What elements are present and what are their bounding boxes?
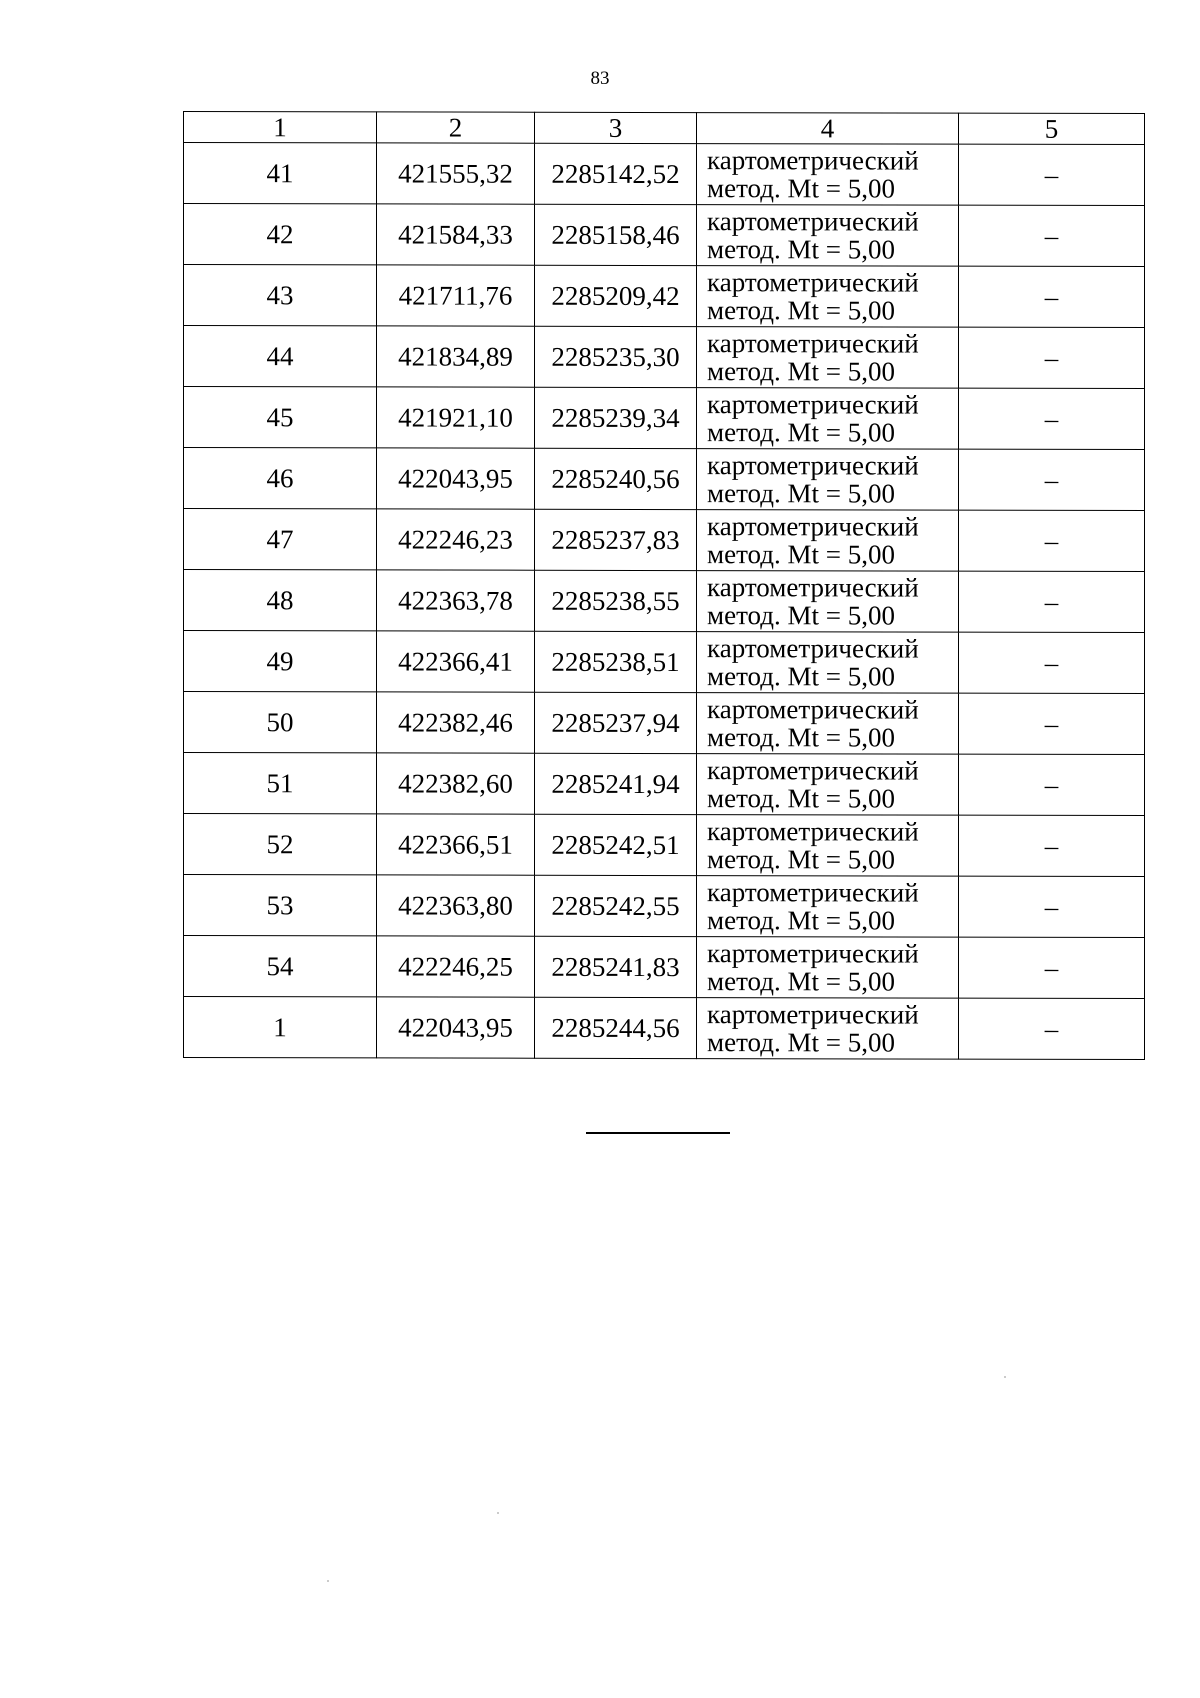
method-cell [697,388,959,450]
method-accuracy-text: метод. Mt = 5,00 [707,844,895,875]
y-coordinate-cell: 2285244,56 [535,997,697,1058]
point-number-cell: 52 [184,814,377,875]
y-coordinate-cell: 2285238,55 [535,570,697,631]
method-cell [697,693,959,755]
note-cell: – [959,632,1145,693]
method-name-text: картометрический [707,389,919,420]
end-separator-line [586,1132,730,1134]
header-cell-5: 5 [959,113,1145,144]
scan-speck [1004,1376,1006,1378]
point-number-cell: 41 [184,143,377,204]
y-coordinate-cell: 2285158,46 [535,204,697,265]
note-cell: – [959,510,1145,571]
method-cell [697,937,959,999]
method-cell [697,815,959,877]
x-coordinate-cell: 421711,76 [377,265,535,326]
y-coordinate-cell: 2285237,94 [535,692,697,753]
header-cell-3: 3 [535,112,697,143]
table-row [184,997,1145,1060]
coordinates-table-container [183,111,1144,1060]
point-number-cell: 43 [184,265,377,326]
x-coordinate-cell: 422366,51 [377,814,535,875]
method-accuracy-text: метод. Mt = 5,00 [707,478,895,509]
method-cell [697,998,959,1060]
page-number: 83 [590,68,610,89]
method-name-text: картометрический [707,145,919,176]
x-coordinate-cell: 422363,78 [377,570,535,631]
table-row [184,570,1145,633]
method-accuracy-text: метод. Mt = 5,00 [707,173,895,204]
table-row [184,875,1145,938]
note-cell: – [959,693,1145,754]
method-name-text: картометрический [707,267,919,298]
method-name-text: картометрический [707,511,919,542]
method-accuracy-text: метод. Mt = 5,00 [707,783,895,814]
table-row [184,509,1145,572]
x-coordinate-cell: 422043,95 [377,997,535,1058]
note-cell: – [959,205,1145,266]
x-coordinate-cell: 422382,60 [377,753,535,814]
x-coordinate-cell: 421834,89 [377,326,535,387]
y-coordinate-cell: 2285240,56 [535,448,697,509]
table-row [184,387,1145,450]
note-cell: – [959,937,1145,998]
scan-speck [327,1580,329,1582]
note-cell: – [959,876,1145,937]
method-name-text: картометрический [707,877,919,908]
method-accuracy-text: метод. Mt = 5,00 [707,356,895,387]
point-number-cell: 51 [184,753,377,814]
method-name-text: картометрический [707,694,919,725]
table-row [184,204,1145,267]
note-cell: – [959,266,1145,327]
y-coordinate-cell: 2285242,55 [535,875,697,936]
note-cell: – [959,815,1145,876]
y-coordinate-cell: 2285239,34 [535,387,697,448]
method-accuracy-text: метод. Mt = 5,00 [707,417,895,448]
method-accuracy-text: метод. Mt = 5,00 [707,600,895,631]
coordinates-table-body [184,112,1145,1060]
method-cell [697,632,959,694]
method-cell [697,876,959,938]
table-row [184,936,1145,999]
point-number-cell: 50 [184,692,377,753]
y-coordinate-cell: 2285237,83 [535,509,697,570]
method-accuracy-text: метод. Mt = 5,00 [707,234,895,265]
table-row [184,326,1145,389]
method-accuracy-text: метод. Mt = 5,00 [707,295,895,326]
note-cell: – [959,754,1145,815]
method-cell [697,327,959,389]
coordinates-table [183,111,1145,1060]
method-name-text: картометрический [707,999,919,1030]
x-coordinate-cell: 422366,41 [377,631,535,692]
method-cell [697,754,959,816]
x-coordinate-cell: 422363,80 [377,875,535,936]
method-cell [697,449,959,511]
method-name-text: картометрический [707,755,919,786]
note-cell: – [959,388,1145,449]
table-row [184,692,1145,755]
x-coordinate-cell: 421555,32 [377,143,535,204]
table-row [184,814,1145,877]
method-name-text: картометрический [707,206,919,237]
y-coordinate-cell: 2285235,30 [535,326,697,387]
point-number-cell: 1 [184,997,377,1058]
method-name-text: картометрический [707,633,919,664]
note-cell: – [959,327,1145,388]
method-cell [697,144,959,206]
table-row [184,143,1145,206]
x-coordinate-cell: 422246,23 [377,509,535,570]
note-cell: – [959,144,1145,205]
method-name-text: картометрический [707,450,919,481]
note-cell: – [959,998,1145,1059]
point-number-cell: 42 [184,204,377,265]
table-header-row [184,112,1145,145]
method-name-text: картометрический [707,938,919,969]
y-coordinate-cell: 2285209,42 [535,265,697,326]
method-cell [697,510,959,572]
table-row [184,631,1145,694]
method-name-text: картометрический [707,328,919,359]
point-number-cell: 48 [184,570,377,631]
method-accuracy-text: метод. Mt = 5,00 [707,539,895,570]
method-accuracy-text: метод. Mt = 5,00 [707,1027,895,1058]
method-accuracy-text: метод. Mt = 5,00 [707,905,895,936]
x-coordinate-cell: 421921,10 [377,387,535,448]
point-number-cell: 45 [184,387,377,448]
scan-speck [497,1512,499,1514]
method-accuracy-text: метод. Mt = 5,00 [707,966,895,997]
method-cell [697,205,959,267]
x-coordinate-cell: 422382,46 [377,692,535,753]
point-number-cell: 44 [184,326,377,387]
header-cell-2: 2 [377,112,535,143]
table-row [184,448,1145,511]
x-coordinate-cell: 421584,33 [377,204,535,265]
point-number-cell: 53 [184,875,377,936]
point-number-cell: 46 [184,448,377,509]
method-name-text: картометрический [707,816,919,847]
table-row [184,753,1145,816]
method-cell [697,266,959,328]
point-number-cell: 54 [184,936,377,997]
note-cell: – [959,449,1145,510]
point-number-cell: 49 [184,631,377,692]
x-coordinate-cell: 422043,95 [377,448,535,509]
y-coordinate-cell: 2285142,52 [535,143,697,204]
x-coordinate-cell: 422246,25 [377,936,535,997]
y-coordinate-cell: 2285242,51 [535,814,697,875]
method-cell [697,571,959,633]
y-coordinate-cell: 2285238,51 [535,631,697,692]
point-number-cell: 47 [184,509,377,570]
method-accuracy-text: метод. Mt = 5,00 [707,722,895,753]
y-coordinate-cell: 2285241,83 [535,936,697,997]
method-accuracy-text: метод. Mt = 5,00 [707,661,895,692]
header-cell-1: 1 [184,112,377,143]
note-cell: – [959,571,1145,632]
table-row [184,265,1145,328]
header-cell-4: 4 [697,113,959,145]
method-name-text: картометрический [707,572,919,603]
y-coordinate-cell: 2285241,94 [535,753,697,814]
